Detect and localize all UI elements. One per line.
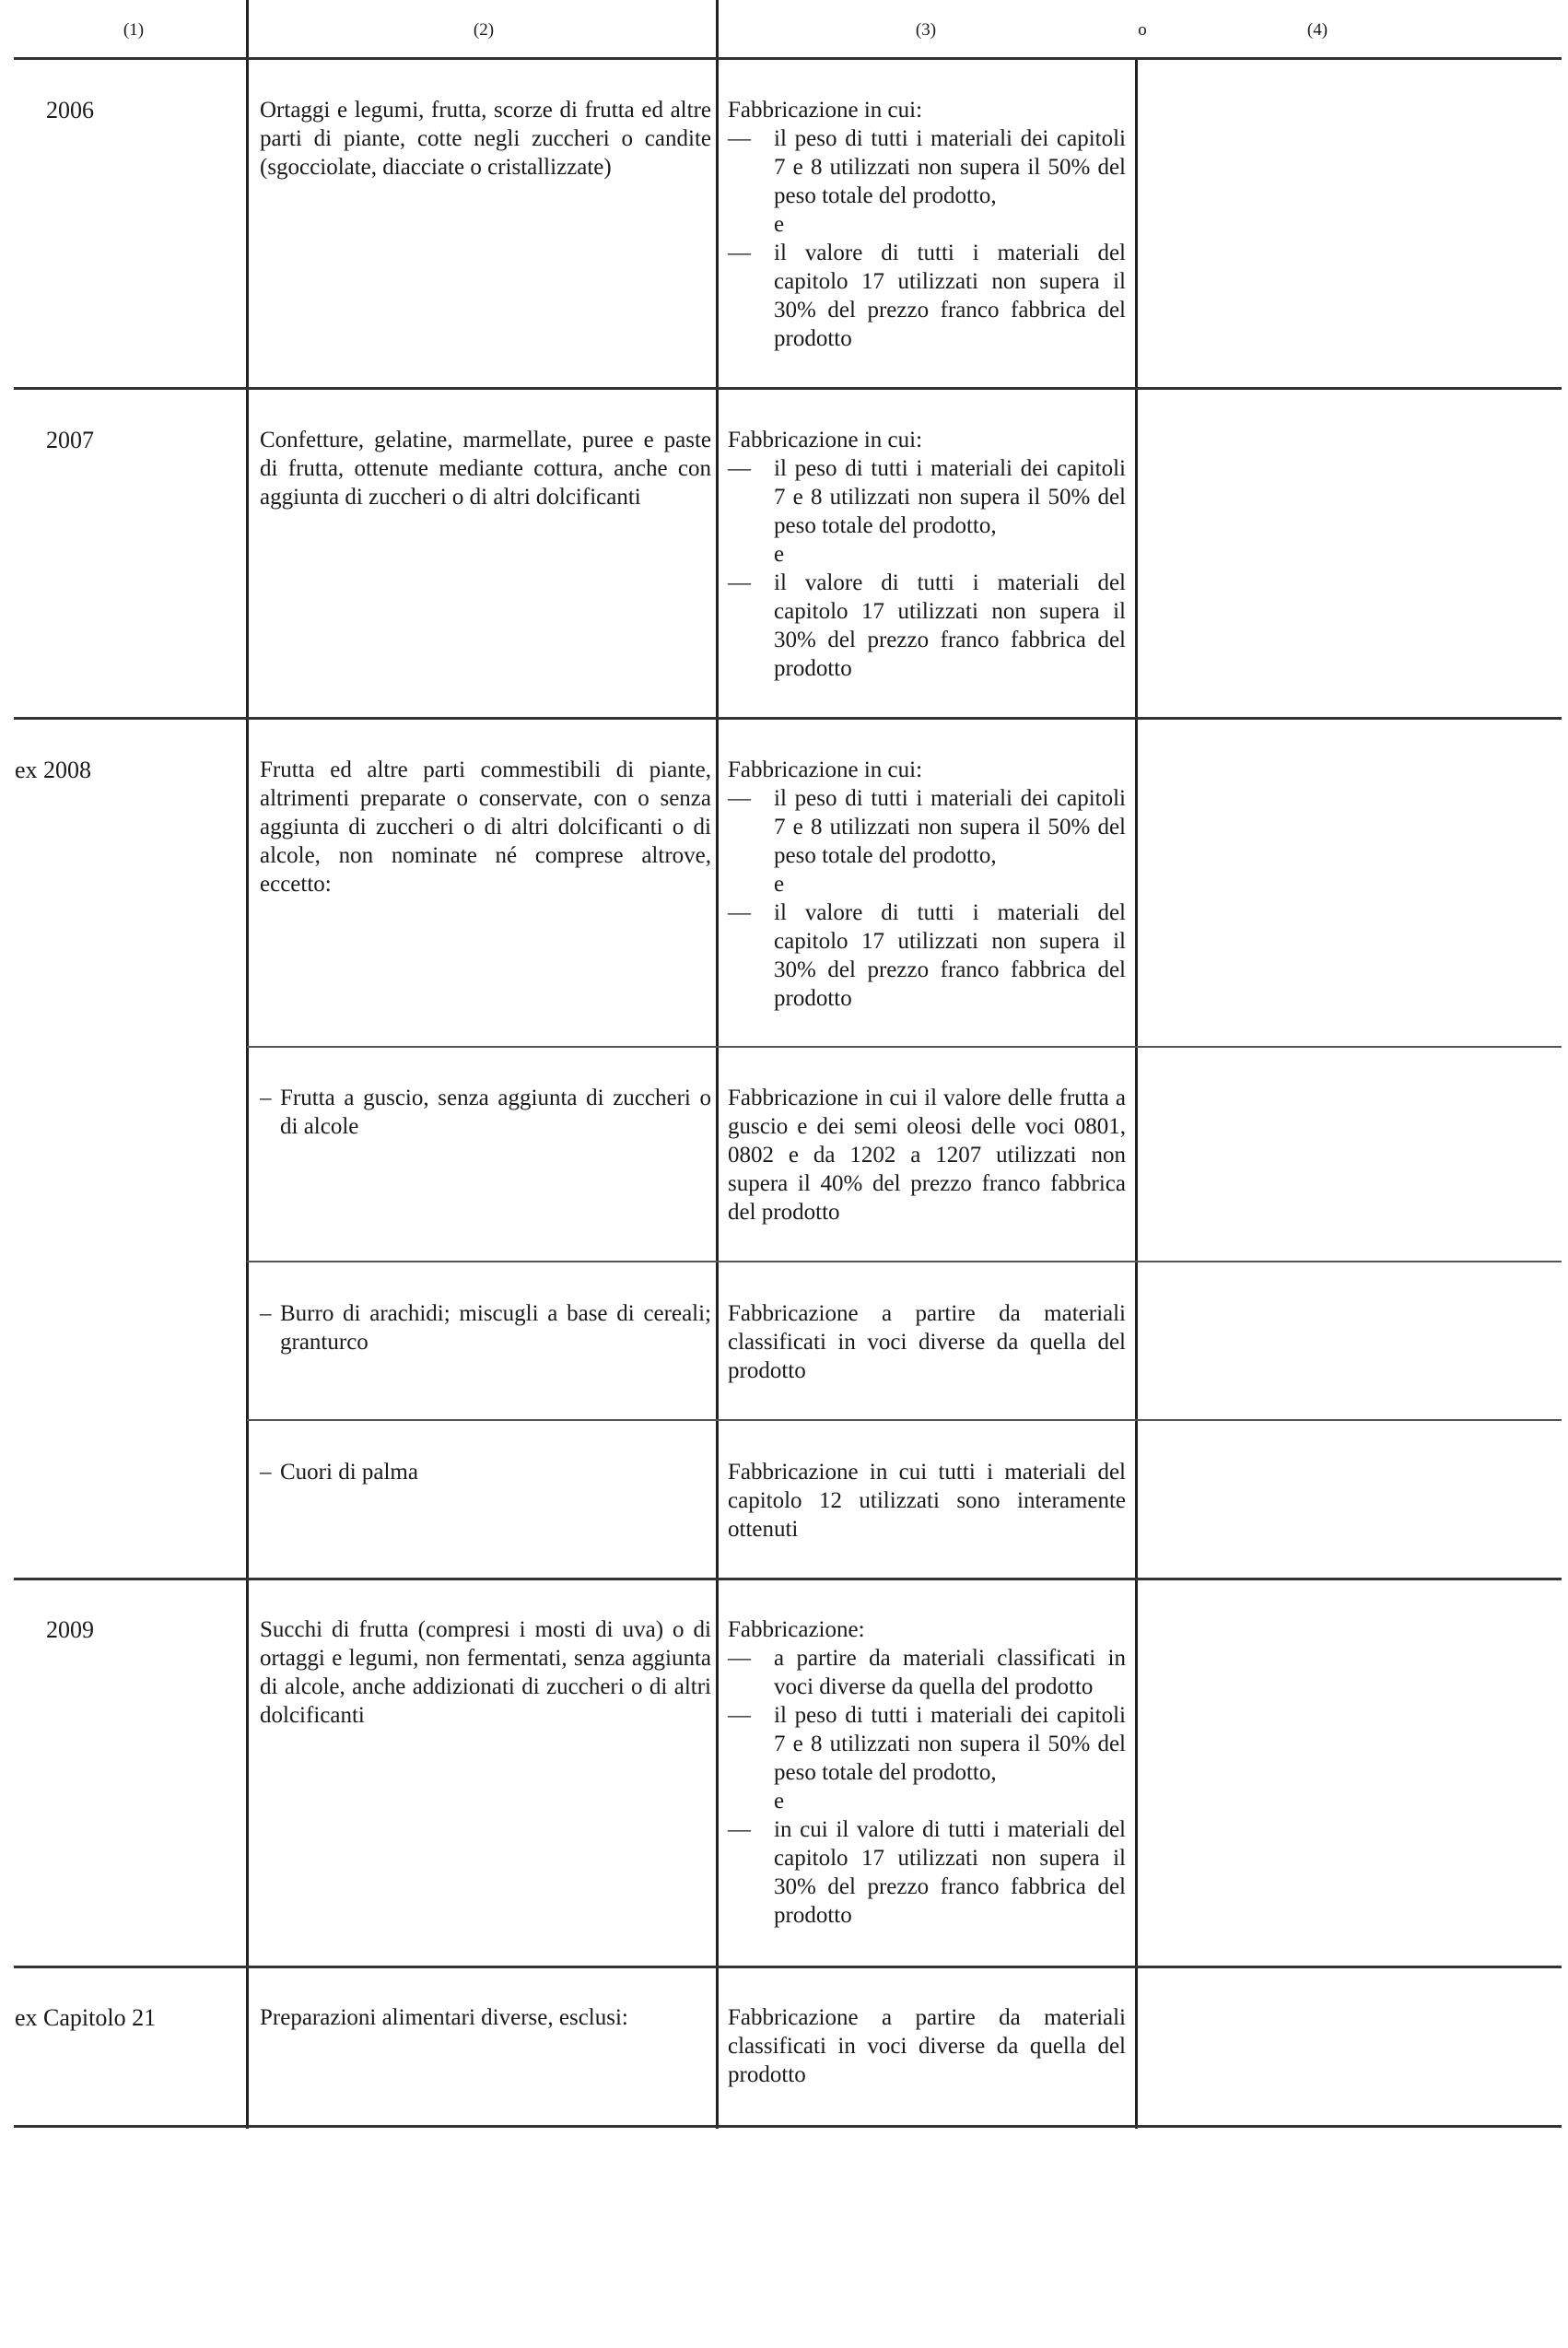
product-description	[260, 1458, 711, 1486]
row-rule	[14, 1578, 1562, 1580]
heading-code: ex 2008	[15, 757, 92, 783]
product-description: Ortaggi e legumi, frutta, scorze di frutta ed altre parti di piante, cotte negli zuccheri o candite (sgocciolate, diacciate o cristallizzate)	[260, 98, 711, 180]
working-rule	[728, 1299, 1126, 1385]
rule-text: Fabbricazione a partire da materiali classificati in voci diverse da quella del prodotto	[728, 2005, 1126, 2087]
column-rule-2	[716, 0, 719, 2129]
rule-conjunction: e	[774, 872, 785, 897]
rule-item: — il peso di tutti i materiali dei capitoli 7 e 8 utilizzati non supera il 50% del peso totale del prodotto,	[728, 124, 1126, 210]
product-description: Preparazioni alimentari diverse, esclusi:	[260, 2005, 628, 2030]
sub-item-description: – Burro di arachidi; miscugli a base di cereali; granturco	[260, 1299, 711, 1356]
product-description	[260, 1084, 711, 1141]
rule-item: — in cui il valore di tutti i materiali del capitolo 17 utilizzati non supera il 30% del prezzo franco fabbrica del prodotto	[728, 1815, 1126, 1930]
rule-intro: Fabbricazione in cui:	[728, 757, 923, 782]
row-rule	[14, 717, 1562, 720]
product-description: Succhi di frutta (compresi i mosti di uva) o di ortaggi e legumi, non fermentati, senza aggiunta di alcole, anche addizionati di zuccheri o di altri dolcificanti	[260, 1617, 711, 1728]
column-header-or: o	[1138, 20, 1147, 40]
rule-item: — il peso di tutti i materiali dei capitoli 7 e 8 utilizzati non supera il 50% del peso totale del prodotto,	[728, 784, 1126, 870]
rule-item: — il valore di tutti i materiali del capitolo 17 utilizzati non supera il 30% del prezzo franco fabbrica del prodotto	[728, 569, 1126, 683]
header-rule	[14, 57, 1562, 60]
column-header-3: (3)	[915, 20, 937, 40]
rule-text: Fabbricazione in cui il valore delle frutta a guscio e dei semi oleosi delle voci 0801, 0802 e da 1202 a 1207 utilizzati non supera il 40% del prezzo franco fabbrica del prodotto	[728, 1086, 1126, 1225]
working-rule	[728, 2003, 1126, 2089]
column-header-2: (2)	[473, 20, 495, 40]
rule-text: Fabbricazione in cui tutti i materiali del capitolo 12 utilizzati sono interamente ottenuti	[728, 1460, 1126, 1542]
table-bottom-rule	[14, 2125, 1562, 2128]
row-rule	[14, 387, 1562, 390]
rule-item: — il peso di tutti i materiali dei capitoli 7 e 8 utilizzati non supera il 50% del peso totale del prodotto,	[728, 454, 1126, 540]
working-rule	[728, 96, 1126, 353]
rule-intro: Fabbricazione in cui:	[728, 428, 923, 452]
working-rule	[728, 756, 1126, 1013]
row-rule	[14, 1966, 1562, 1968]
rule-item: — a partire da materiali classificati in voci diverse da quella del prodotto	[728, 1644, 1126, 1701]
rule-text: Fabbricazione a partire da materiali classificati in voci diverse da quella del prodotto	[728, 1301, 1126, 1383]
rule-item: — il peso di tutti i materiali dei capitoli 7 e 8 utilizzati non supera il 50% del peso totale del prodotto,	[728, 1701, 1126, 1787]
product-description	[260, 1299, 711, 1356]
rule-conjunction: e	[774, 1789, 785, 1814]
rule-intro: Fabbricazione:	[728, 1617, 865, 1642]
rule-item: — il valore di tutti i materiali del capitolo 17 utilizzati non supera il 30% del prezzo franco fabbrica del prodotto	[728, 898, 1126, 1013]
product-description: Frutta ed altre parti commestibili di piante, altrimenti preparate o conservate, con o senza aggiunta di zuccheri o di altri dolcificanti o di alcole, non nominate né comprese altrove, eccetto:	[260, 757, 711, 897]
column-header-4: (4)	[1306, 20, 1328, 40]
working-rule	[728, 1615, 1126, 1930]
working-rule	[728, 1084, 1126, 1227]
rule-conjunction: e	[774, 542, 785, 567]
column-rule-1	[246, 0, 249, 2129]
working-rule	[728, 426, 1126, 683]
subrow-rule	[247, 1046, 1562, 1048]
rule-item: — il valore di tutti i materiali del capitolo 17 utilizzati non supera il 30% del prezzo franco fabbrica del prodotto	[728, 239, 1126, 353]
subrow-rule	[247, 1419, 1562, 1421]
heading-code: 2006	[46, 97, 94, 123]
sub-item-description: – Cuori di palma	[260, 1458, 711, 1486]
rule-conjunction: e	[774, 212, 785, 237]
working-rule	[728, 1458, 1126, 1544]
heading-code: 2007	[46, 427, 94, 453]
sub-item-description: – Frutta a guscio, senza aggiunta di zuccheri o di alcole	[260, 1084, 711, 1141]
column-header-1: (1)	[123, 20, 145, 40]
product-description: Confetture, gelatine, marmellate, puree e paste di frutta, ottenute mediante cottura, anche con aggiunta di zuccheri o di altri dolcificanti	[260, 428, 711, 510]
heading-code: 2009	[46, 1616, 94, 1643]
heading-code: ex Capitolo 21	[15, 2004, 157, 2031]
rule-intro: Fabbricazione in cui:	[728, 98, 923, 123]
subrow-rule	[247, 1261, 1562, 1262]
column-rule-3	[1135, 57, 1138, 2129]
